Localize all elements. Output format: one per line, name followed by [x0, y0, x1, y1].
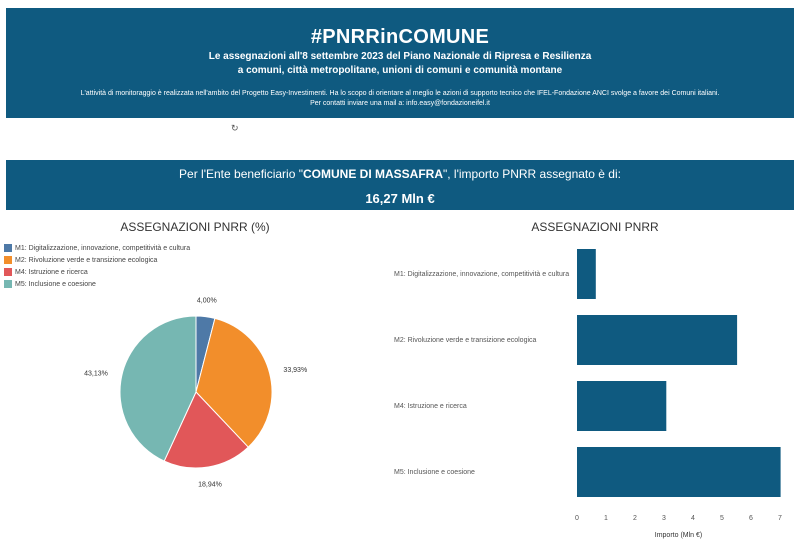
legend-item-m1[interactable] — [4, 242, 190, 254]
subtitle-line-1: Le assegnazioni all'8 settembre 2023 del Piano Nazionale di Ripresa e Resilienza — [208, 51, 592, 62]
legend-swatch-m4 — [4, 268, 12, 276]
contact-line: Per contatti inviare una mail a: info.easy@fondazioneifel.it — [310, 100, 490, 107]
project-note — [6, 89, 794, 109]
x-tick-label: 0 — [575, 515, 579, 522]
bar-category-m4: M4: Istruzione e ricerca — [394, 402, 467, 410]
pie-chart-title: ASSEGNAZIONI PNRR (%) — [120, 220, 270, 234]
x-tick-label: 5 — [720, 515, 724, 522]
legend-item-m2[interactable] — [4, 254, 190, 266]
subtitle-line-2: a comuni, città metropolitane, unioni di comuni e comunità montane — [237, 65, 563, 76]
pie-legend — [4, 242, 190, 290]
x-tick-label: 4 — [691, 515, 695, 522]
x-tick-label: 6 — [749, 515, 753, 522]
bar-m4[interactable] — [577, 381, 666, 431]
project-note-line-1: L'attività di monitoraggio è realizzata nell'ambito del Progetto Easy-Investimenti. Ha lo scopo di orientare al meglio le azioni di supporto tecnico che IFEL-Fondazione ANCI svolge a favore dei Comuni italiani. — [80, 90, 720, 97]
bar-category-m1: M1: Digitalizzazione, innovazione, competitività e cultura — [394, 270, 570, 278]
legend-label-m1: M1: Digitalizzazione, innovazione, competitività e cultura — [15, 244, 191, 252]
pie-label-m1: 4,00% — [196, 297, 217, 305]
bar-category-m5: M5: Inclusione e coesione — [394, 468, 475, 476]
x-axis-title: Importo (Mln €) — [654, 532, 703, 539]
bar-m5[interactable] — [577, 447, 781, 497]
legend-swatch-m2 — [4, 256, 12, 264]
header-panel — [6, 8, 794, 118]
x-tick-label: 2 — [633, 515, 637, 522]
total-amount: 16,27 Mln € — [365, 191, 435, 206]
pie-label-m5: 43,13% — [84, 370, 108, 378]
legend-swatch-m5 — [4, 280, 12, 288]
legend-label-m4: M4: Istruzione e ricerca — [15, 268, 88, 276]
pie-label-m4: 18,94% — [198, 481, 222, 489]
x-tick-label: 1 — [604, 515, 608, 522]
x-tick-label: 3 — [662, 515, 666, 522]
pie-chart — [0, 290, 390, 490]
bar-chart-title: ASSEGNAZIONI PNRR — [531, 220, 659, 234]
loading-icon: ↻ — [231, 123, 239, 133]
legend-label-m5: M5: Inclusione e coesione — [15, 280, 96, 288]
bar-m2[interactable] — [577, 315, 737, 365]
banner-text — [6, 167, 794, 181]
banner-suffix: ", l'importo PNRR assegnato è di: — [442, 167, 621, 181]
banner-prefix: Per l'Ente beneficiario " — [179, 167, 303, 181]
legend-label-m2: M2: Rivoluzione verde e transizione ecologica — [15, 256, 158, 264]
bar-category-m2: M2: Rivoluzione verde e transizione ecologica — [394, 336, 537, 344]
bar-chart — [380, 235, 800, 546]
legend-item-m5[interactable] — [4, 278, 190, 290]
amount-banner — [6, 160, 794, 210]
legend-item-m4[interactable] — [4, 266, 190, 278]
ente-name: COMUNE DI MASSAFRA — [302, 167, 443, 181]
legend-swatch-m1 — [4, 244, 12, 252]
page-title: #PNRRinCOMUNE — [310, 26, 490, 48]
pie-label-m2: 33,93% — [283, 367, 308, 375]
bar-m1[interactable] — [577, 249, 596, 299]
x-tick-label: 7 — [778, 515, 782, 522]
